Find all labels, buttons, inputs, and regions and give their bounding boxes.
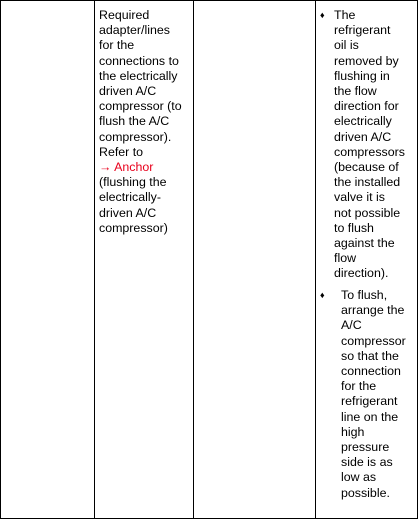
column-divider-3: [315, 1, 316, 518]
cell-text-line: compressor).: [99, 129, 172, 144]
bullet-text-line: To flush,: [341, 288, 388, 302]
cell-text-line: the electrically: [99, 68, 178, 83]
bullet-text-line: compressors: [334, 144, 405, 159]
bullet-text-line: for the: [341, 379, 377, 394]
bullet-text-line: The: [334, 8, 356, 22]
bullet-text-line: to flush: [334, 220, 374, 235]
bullet-text-line: the flow: [334, 84, 377, 99]
bullet-text-line: low as: [341, 470, 377, 485]
bullet-text-line: pressure: [341, 440, 390, 455]
cell-text-line: connections to: [99, 53, 179, 68]
table-cell-col1: [1, 1, 94, 518]
bullet-text-line: electrically: [334, 114, 392, 129]
bullet-text-line: against the: [334, 236, 395, 251]
bullet-text-line: arrange the: [341, 303, 405, 318]
cell-text-line: driven A/C: [99, 84, 157, 99]
cell-text-line: electrically-: [99, 190, 161, 205]
bullet-text-line: compressor: [341, 333, 406, 348]
diamond-bullet-icon: ♦: [320, 10, 325, 20]
anchor-link[interactable]: → Anchor: [99, 160, 154, 175]
bullet-item-2: [320, 288, 416, 508]
bullet-text-line: direction for: [334, 99, 399, 114]
bullet-text-line: valve it is: [334, 190, 385, 205]
bullet-text-line: driven A/C: [334, 129, 392, 144]
bullet-text-line: so that the: [341, 348, 399, 363]
cell-text-line: for the: [99, 38, 135, 53]
bullet-text-line: flow: [334, 251, 357, 266]
bullet-text-line: not possible: [334, 205, 401, 220]
cell-text-line: flush the A/C: [99, 114, 170, 129]
table-cell-col2: [99, 8, 191, 236]
cell-text-line: adapter/lines: [99, 23, 170, 38]
column-divider-2: [193, 1, 194, 518]
bullet-text-line: A/C: [341, 318, 362, 333]
bullet-text-line: oil is: [334, 38, 359, 53]
bullet-text-line: refrigerant: [341, 394, 398, 409]
cell-text-line: (flushing the: [99, 175, 167, 190]
bullet-text-line: removed by: [334, 53, 399, 68]
cell-text-line: compressor (to: [99, 99, 182, 114]
bullet-text-line: the installed: [334, 175, 401, 190]
diamond-bullet-icon: ♦: [320, 290, 325, 300]
bullet-text-line: side is as: [341, 455, 393, 470]
cell-text-line: driven A/C: [99, 205, 157, 220]
bullet-text-line: line on the: [341, 409, 399, 424]
bullet-text-line: (because of: [334, 160, 399, 175]
bullet-text-line: direction).: [334, 266, 389, 281]
bullet-text-line: refrigerant: [334, 23, 391, 38]
cell-text-line: compressor): [99, 220, 168, 235]
bullet-text-line: connection: [341, 364, 401, 379]
table-cell-col3: [195, 1, 315, 518]
cell-text-line: Refer to: [99, 144, 144, 159]
bullet-text-line: high: [341, 424, 365, 439]
cell-text-line: Required: [99, 8, 150, 22]
bullet-text-line: flushing in: [334, 68, 390, 83]
bullet-text-line: possible.: [341, 485, 390, 500]
bullet-item-1: [320, 8, 416, 288]
column-divider-1: [94, 1, 95, 518]
